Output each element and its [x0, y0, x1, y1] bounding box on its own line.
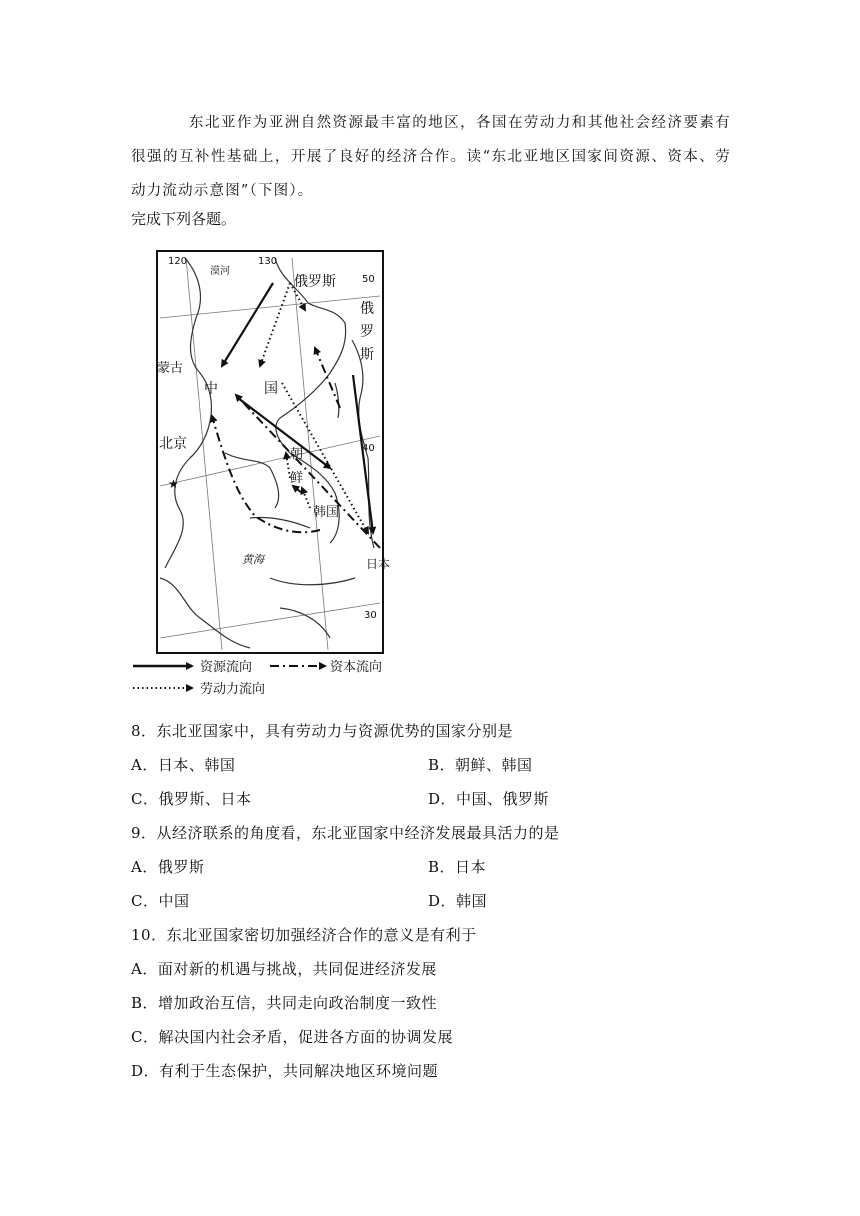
legend-capital-label: 资本流向: [330, 660, 383, 675]
question-10-option-b[interactable]: B．增加政治互信，共同走向政治制度一致性: [131, 994, 438, 1012]
question-8-option-a[interactable]: A．日本、韩国: [131, 756, 236, 774]
place-russia-right-2: 罗: [360, 324, 374, 340]
place-mongolia: 蒙古: [157, 361, 184, 376]
question-10-stem: 10．东北亚国家密切加强经济合作的意义是有利于: [131, 926, 477, 944]
legend-labor-label: 劳动力流向: [200, 682, 266, 697]
place-mohe: 漠河: [210, 266, 230, 277]
lon-label-130: 130: [258, 256, 278, 267]
northeast-asia-flow-map: [130, 248, 395, 703]
lat-label-30: 30: [364, 610, 377, 621]
question-8-option-d[interactable]: D．中国、俄罗斯: [428, 790, 550, 808]
place-china-2: 国: [264, 381, 278, 397]
map-legend: [133, 659, 382, 697]
question-10-option-c[interactable]: C．解决国内社会矛盾，促进各方面的协调发展: [131, 1028, 453, 1046]
place-yellow-sea: 黄海: [242, 553, 264, 566]
question-8-option-c[interactable]: C．俄罗斯、日本: [131, 790, 252, 808]
question-10-option-a[interactable]: A．面对新的机遇与挑战，共同促进经济发展: [131, 960, 437, 978]
beijing-star-icon: ★: [168, 477, 179, 491]
question-9-option-b[interactable]: B．日本: [428, 858, 487, 876]
place-dprk-1: 朝: [290, 447, 304, 462]
instruction-text: 完成下列各题。: [131, 210, 237, 228]
place-japan: 日本: [366, 557, 391, 571]
place-korea: 韩国: [313, 505, 340, 520]
intro-paragraph: [131, 106, 731, 208]
question-9-option-a[interactable]: A．俄罗斯: [131, 858, 205, 876]
intro-text: 东北亚作为亚洲自然资源最丰富的地区，各国在劳动力和其他社会经济要素有很强的互补性基础上，开展了良好的经济合作。读“东北亚地区国家间资源、资本、劳动力流动示意图”（下图）。: [131, 115, 731, 199]
question-9-stem: 9．从经济联系的角度看，东北亚国家中经济发展最具活力的是: [131, 824, 560, 842]
question-9-option-c[interactable]: C．中国: [131, 892, 190, 910]
place-russia-right-1: 俄: [360, 301, 374, 317]
lat-label-40: 40: [362, 443, 375, 454]
place-beijing: 北京: [159, 436, 187, 452]
lat-label-50: 50: [362, 274, 375, 285]
question-9-option-d[interactable]: D．韩国: [428, 892, 488, 910]
legend-resource-label: 资源流向: [200, 660, 253, 675]
question-8-option-b[interactable]: B．朝鲜、韩国: [428, 756, 533, 774]
question-10-option-d[interactable]: D．有利于生态保护，共同解决地区环境问题: [131, 1062, 439, 1080]
place-dprk-2: 鲜: [290, 471, 304, 486]
place-china-1: 中: [204, 381, 218, 397]
place-russia-right-3: 斯: [360, 347, 374, 363]
lon-label-120: 120: [168, 256, 188, 267]
question-8-stem: 8．东北亚国家中，具有劳动力与资源优势的国家分别是: [131, 722, 514, 740]
place-russia-top: 俄罗斯: [294, 274, 336, 290]
